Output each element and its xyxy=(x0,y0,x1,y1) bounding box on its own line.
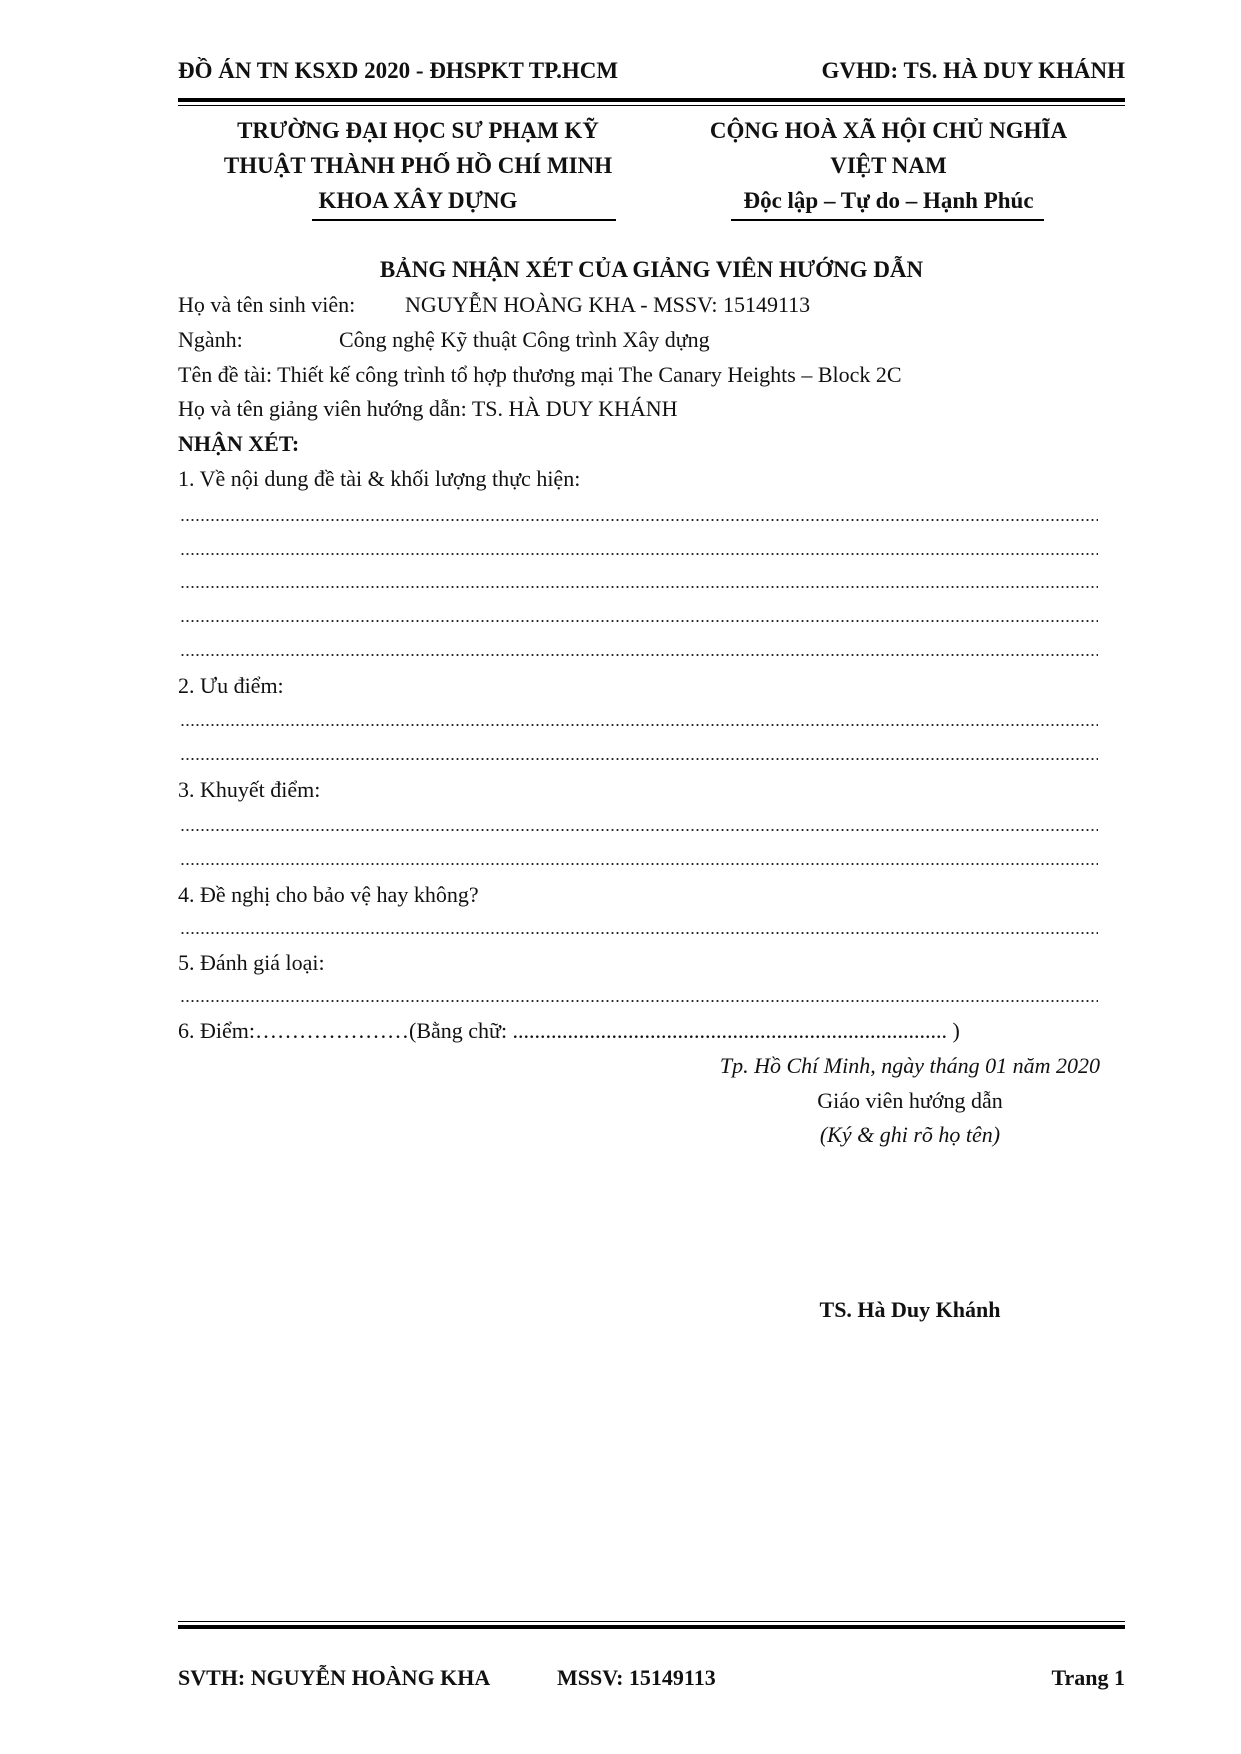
topic-line: Tên đề tài: Thiết kế công trình tổ hợp thương mại The Canary Heights – Block 2C xyxy=(178,362,902,387)
dotted-line xyxy=(180,519,1098,521)
dotted-line xyxy=(180,932,1098,934)
dotted-line xyxy=(180,724,1098,726)
dotted-line xyxy=(180,586,1098,588)
item-6-score: 6. Điểm:…………………(Bằng chữ: ............................................................................... ) xyxy=(178,1018,960,1043)
republic-line-1: CỘNG HOÀ XÃ HỘI CHỦ NGHĨA xyxy=(709,118,1068,143)
place-date: Tp. Hồ Chí Minh, ngày tháng 01 năm 2020 xyxy=(719,1053,1100,1078)
header-rule-thin xyxy=(178,105,1125,106)
header-right: GVHD: TS. HÀ DUY KHÁNH xyxy=(821,58,1125,83)
footer-page-number: Trang 1 xyxy=(1051,1665,1125,1690)
item-2-label: 2. Ưu điểm: xyxy=(178,673,284,698)
dotted-line xyxy=(180,829,1098,831)
student-value: NGUYỄN HOÀNG KHA - MSSV: 15149113 xyxy=(405,292,811,317)
republic-line-2: VIỆT NAM xyxy=(830,153,947,178)
dotted-line xyxy=(180,553,1098,555)
dotted-line xyxy=(180,654,1098,656)
item-5-label: 5. Đánh giá loại: xyxy=(178,950,325,975)
student-label: Họ và tên sinh viên: xyxy=(178,292,356,317)
institution-line-1: TRƯỜNG ĐẠI HỌC SƯ PHẠM KỸ xyxy=(237,118,599,143)
institution-line-2: THUẬT THÀNH PHỐ HỒ CHÍ MINH xyxy=(223,153,613,178)
header-rule-thick xyxy=(178,98,1125,102)
advisor-line: Họ và tên giảng viên hướng dẫn: TS. HÀ DUY KHÁNH xyxy=(178,396,678,421)
form-title: BẢNG NHẬN XÉT CỦA GIẢNG VIÊN HƯỚNG DẪN xyxy=(379,257,924,282)
footer-mssv: MSSV: 15149113 xyxy=(557,1665,716,1690)
comments-heading: NHẬN XÉT: xyxy=(178,431,300,456)
footer-rule-thin xyxy=(178,1621,1125,1622)
signature-role: Giáo viên hướng dẫn xyxy=(817,1088,1003,1113)
republic-motto: Độc lập – Tự do – Hạnh Phúc xyxy=(743,188,1034,213)
major-value: Công nghệ Kỹ thuật Công trình Xây dựng xyxy=(339,327,710,352)
dotted-line xyxy=(180,1000,1098,1002)
signature-name: TS. Hà Duy Khánh xyxy=(819,1297,1001,1322)
dotted-line xyxy=(180,863,1098,865)
header-left: ĐỒ ÁN TN KSXD 2020 - ĐHSPKT TP.HCM xyxy=(178,58,619,83)
signature-note: (Ký & ghi rõ họ tên) xyxy=(819,1122,1001,1147)
item-4-label: 4. Đề nghị cho bảo vệ hay không? xyxy=(178,882,479,907)
item-3-label: 3. Khuyết điểm: xyxy=(178,777,321,802)
footer-student: SVTH: NGUYỄN HOÀNG KHA xyxy=(178,1665,491,1690)
footer-rule-thick xyxy=(178,1625,1125,1629)
institution-line-3: KHOA XÂY DỰNG xyxy=(318,188,518,213)
dotted-line xyxy=(180,620,1098,622)
item-1-label: 1. Về nội dung đề tài & khối lượng thực hiện: xyxy=(178,466,581,491)
institution-block xyxy=(188,113,648,218)
institution-underline xyxy=(312,219,616,221)
dotted-line xyxy=(180,758,1098,760)
major-label: Ngành: xyxy=(178,327,243,352)
motto-underline xyxy=(731,219,1044,221)
republic-block xyxy=(676,113,1101,218)
